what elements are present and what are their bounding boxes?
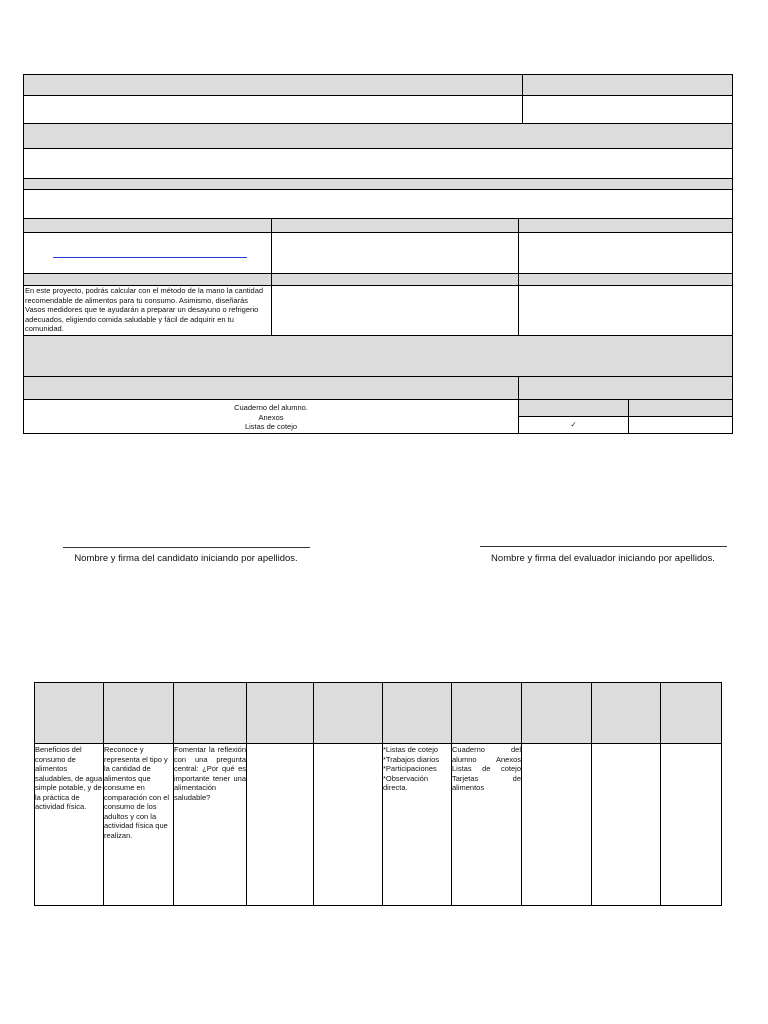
field-row-10-col3[interactable] [518, 285, 733, 336]
evaluation-item-2: *Trabajos diarios [383, 754, 439, 764]
materials-line-1: Cuaderno del alumno. [234, 403, 308, 412]
evaluation-item-1: *Listas de cotejo [383, 745, 439, 754]
planning-header-col6 [382, 682, 452, 744]
header-row-7-col1 [23, 218, 272, 233]
header-row-1-right [522, 74, 733, 96]
planning-header-col5 [313, 682, 383, 744]
planning-header-col7 [451, 682, 522, 744]
header-row-7-col2 [271, 218, 519, 233]
evaluator-signature-label: Nombre y firma del evaluador iniciando por apellidos. [491, 553, 715, 564]
materials-line-3: Listas de cotejo [244, 422, 298, 431]
evaluation-item-4: *Observación directa. [383, 773, 429, 792]
planning-header-col1 [34, 682, 104, 744]
field-row-8-col3[interactable] [518, 232, 733, 274]
planning-cell-col3 [173, 743, 247, 906]
field-row-4[interactable] [23, 148, 733, 179]
planning-cell-col6 [382, 743, 452, 906]
field-row-6[interactable] [23, 189, 733, 219]
field-row-10-col2[interactable] [271, 285, 519, 336]
planning-text-col2: Reconoce y representa el tipo y la cantidad de alimentos que consume en comparación con el consumo de los adultos y con la actividad física que realizan. [104, 745, 170, 840]
check-mark: ✓ [570, 420, 577, 429]
check-cell-right[interactable] [628, 416, 733, 434]
planning-text-col3: Fomentar la reflexión con una pregunta central: ¿Por qué es importante tener una alimentación saludable? [174, 745, 246, 802]
header-row-12-right [518, 376, 733, 400]
planning-text-col7: Cuaderno del alumno Anexos Listas de cotejo Tarjetas de alimentos [452, 745, 521, 792]
header-row-7-col3 [518, 218, 733, 233]
planning-header-col3 [173, 682, 247, 744]
materials-cell [23, 399, 519, 434]
check-cell-left[interactable] [518, 416, 629, 434]
check-header-left [518, 399, 629, 417]
evaluator-signature-line[interactable] [480, 546, 727, 547]
planning-cell-col10[interactable] [660, 743, 722, 906]
planning-cell-col9[interactable] [591, 743, 661, 906]
candidate-signature-label: Nombre y firma del candidato iniciando por apellidos. [74, 553, 298, 564]
planning-header-col9 [591, 682, 661, 744]
project-description-cell [23, 285, 272, 336]
planning-header-col10 [660, 682, 722, 744]
header-row-12-left [23, 376, 519, 400]
planning-cell-col4[interactable] [246, 743, 314, 906]
planning-cell-col1 [34, 743, 104, 906]
project-description-text: En este proyecto, podrás calcular con el método de la mano la cantidad recomendable de alimentos para tu consumo. Asimismo, diseñarás Vasos medidores que te ayudarán a preparar un desayuno o refrigerio adecuados, eligiendo comida saludable y fácil de adquirir en tu comunidad. [25, 286, 264, 333]
check-header-right [628, 399, 733, 417]
link-underline[interactable] [53, 257, 247, 258]
planning-cell-col8[interactable] [521, 743, 592, 906]
planning-text-col1: Beneficios del consumo de alimentos saludables, de agua simple potable, y de la práctica de actividad física. [35, 745, 103, 811]
field-row-2-left[interactable] [23, 95, 523, 124]
field-row-2-right[interactable] [522, 95, 733, 124]
planning-cell-col7 [451, 743, 522, 906]
field-row-8-col2[interactable] [271, 232, 519, 274]
planning-header-col8 [521, 682, 592, 744]
field-row-8-col1[interactable] [23, 232, 272, 274]
planning-cell-col5[interactable] [313, 743, 383, 906]
materials-line-2: Anexos [258, 412, 284, 422]
candidate-signature-line[interactable] [63, 547, 310, 548]
planning-header-col2 [103, 682, 174, 744]
header-row-1-left [23, 74, 523, 96]
planning-cell-col2 [103, 743, 174, 906]
evaluation-item-3: *Participaciones [383, 764, 437, 773]
header-row-11 [23, 335, 733, 377]
planning-header-col4 [246, 682, 314, 744]
header-row-3 [23, 123, 733, 149]
